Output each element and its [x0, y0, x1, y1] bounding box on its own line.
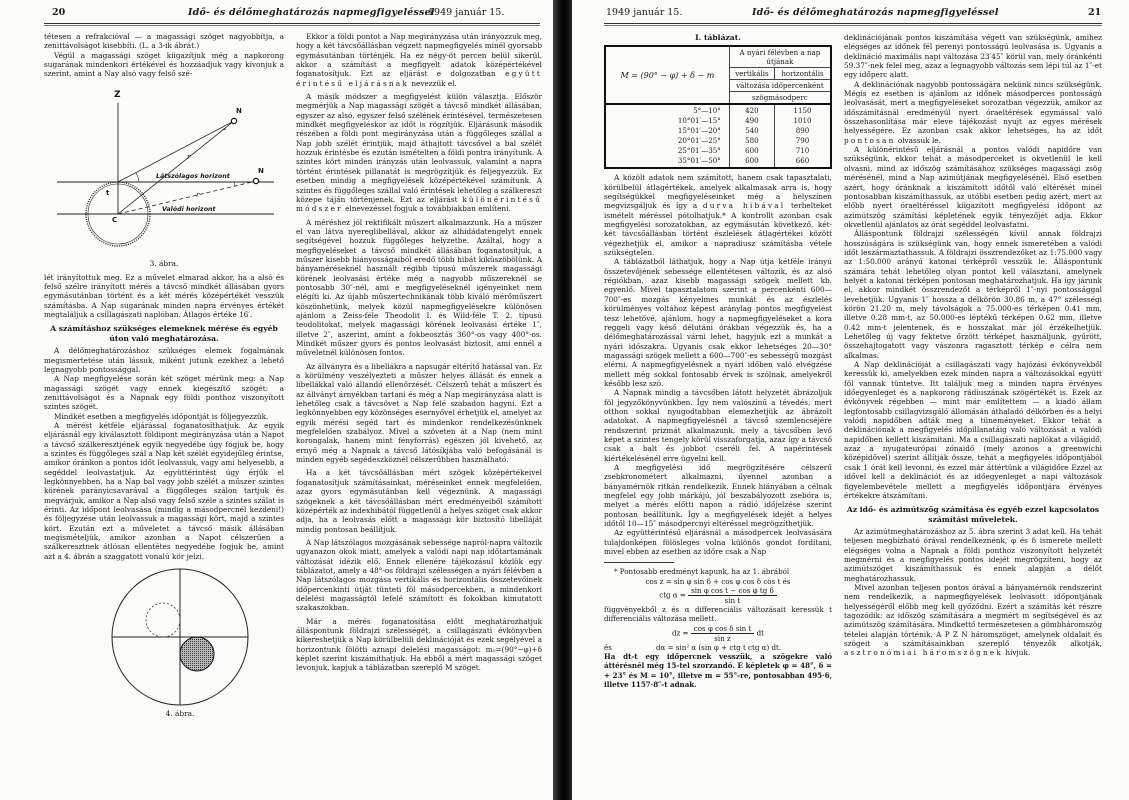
figure-4: [44, 565, 284, 725]
label-sun-2: N: [258, 166, 264, 175]
label-sun-1: N: [236, 106, 242, 115]
paragraph: Mivel azonban teljesen pontos órával a bányamérnök rendszerint nem rendelkezik, a napmegfigyelések leolvasott időpontjának helyességéről előbb meg kell győződni. Ezért a számítás két részre tagozódik: az időszög számítására a megmért m segítségével és az azimútszög számítására. Mindkettő természetesen a gömbháromszög tételei alapján történik. A P Z N háromszöget, amelynek oldalait és szögeit a számításainkban szereplő tényezők alkotják, asztronómiai háromszögnek hívjuk.: [844, 583, 1102, 658]
paragraph: Az azimútmeghatározáshoz az 5. ábra szerint 3 adat kell. Ha tehát teljesen megbízható órával rendelkeznénk, φ és δ ismerete mellett elégséges volna a Napnak a földi ponthoz viszonyított helyzetét megmérni és a megfigyelés pontos idejét megrögzíteni, hogy az azimútszöget kiszámíthassuk és ennek alapján a délőt meghatározhassuk.: [844, 527, 1102, 583]
running-title: Idő- és délőmeghatározás napmegfigyeléssel: [752, 7, 999, 18]
paragraph: Álláspontunk földrajzi szélességén kívül annak földrajzi hosszúságára is szükségünk van, hogy ennek ismeretében a valódi időt leszármaztathassuk. A földrajzi összrendezőket az 1:75.000 vagy az 1:50.000 arányú katonai térképről vesszük le. Álláspontunk számára tehát lehetőleg olyan pontot kell választani, amelynek helyét a katonai térképen pontosan meghatározhatjuk. Ha így járunk el, akkor mindkét összrendezőt a térképről 1″-nyi pontossággal levehetjük. Ugyanis 1″ hossza a délkörön 30.86 m, a 47° szélességi körön 21.20 m, mely távolságok a 75.000-es térképen 0.41 mm, illetve 0.28 mm-t, az 50.000-es léptékű térképen 0.62 mm, illetve 0.42 mm-t jelentenek, és e hosszakat már jól érzékelhetjük. Lehetőleg új vagy fektetve őrzött térképet használjunk, gyűrött, összehajtogatott vagy vászonra ragasztott térkép e célra nem alkalmas.: [844, 229, 1102, 360]
footnote-intro: * Pontosabb eredményt kapunk, ha az 1. ábrából: [614, 567, 790, 577]
paragraph: A Nap deklinációját a csillagászati vagy hajózási évkönyvekből keressük ki, amelyekben ezek minden napra a változásokkal együtt föl vannak tüntetve. Itt találjuk meg a minden napra érvényes időegyenleget és a napkorong rádiuszának szögértékét is. Ezek az évkönyvek régebben — mint már említettem — a kiadó állam legfontosabb csillagvizsgáló állomásán áthaladó délkörben és a helyi valódi napidőben adták meg a tüneményeket. Ekkor tehát a deklinációnak a megfigyelés időpillanatáig való változását a valódi napidőben kellett kiszámítani. Ma a csillagászati naplókat a világidő, azaz a nyugateurópai zónaidő (mely azonos a greenwichi középidővel) szerint állítják össze, tehát a megfigyelés időpontjából csak 1 órát kell levonni, és ezzel már áttértünk a világidőre Ezzel az idővel kell a deklinációt és az időegyenleget a napi változások figyelembevétele mellett a megfigyelés időpontjára érvényes értékekre átszámítani.: [844, 360, 1102, 500]
header-rule: [604, 23, 1102, 24]
equation-dz: dz = $\frac{\text{cos φ cos δ sin t}}{\text{sin z}}$ dt: [671, 623, 765, 643]
table-cell: 1010: [793, 116, 812, 126]
label-r-2: r: [196, 190, 200, 199]
table-col-horizontal: horizontális: [775, 68, 831, 80]
table-cell: 540: [745, 126, 759, 136]
paragraph: Az állványra és a libellákra a napsugár eltérítő hatással van. Ez a körülmény veszélyezteti a műszer helyes állását és ennek a libellákkal való állandó ellenőrzését. Célszerű tehát a műszert és az állványt árnyékban tartani és még a Nap megirányzása alatt is lehetőleg csak a távcsövet a Nap felé szabadon hagyni. Ezt a legkönnyebben egy közönséges esernyővel érhetjük el, amelyet az egyik mérési segéd tart és mindenkor rendelkezésünknek megfelelően szabályoz. Mivel a szöveten át a Nap (nem mint korongalak, hanem mint fényforrás) egészen jól kivehető, az ernyő még a Napnak a távcső látósíkjába való befogásánál is minden egyéb segédeszköznél célszerűbben használható.: [296, 361, 542, 465]
page-number: 20: [52, 7, 66, 18]
spaced-term: durva hibával: [702, 201, 786, 211]
paragraph: A megfigyelési idő megrögzítésére célszerű zsebkronométert alkalmazni, ilyennel azonban a bányamérnök ritkán rendelkezik. Ennek hiányában a célnak megfelel egy jobb márkájú, jól beszabályozott zsebóra is, melyet a mérés előtti napon a rádió időjelzése szerint pontosan beállítunk. Így a megfigyelések idejét a helyes időtől 10—15″ másodpercnyi eltéréssel megrögzíthetjük.: [604, 463, 832, 529]
paragraph: Már a mérés foganatosítása előtt meghatározhatjuk álláspontunk földrajzi szélességét, a csillagászati évkönyvben kikereshetjük a Nap körülbelüli deklinációját és ezek segélyével a horizontunk fölötti aznapi delelési magasságot: m₀=(90°−φ)+δ képlet szerint kiszámíthatjuk. Ha ebből a mért magassági szöget levonjuk, kapjuk a táblázatban szereplő M szöget.: [296, 616, 542, 673]
table-cell: 710: [795, 146, 810, 156]
table-title: I. táblázat.: [695, 33, 741, 42]
page-number: 21: [1088, 7, 1102, 18]
paragraph: A másik módszer a megfigyelést külön választja. Először megmérjük a Nap magassági szögét a távcső mindkét állásában, egyszer az alsó, egyszer felső szélének érintésével, természetesen mindkét megfigyeléskor az időt is rögzítjük. Eljárásunk második részében a földi pont megirányzása után a függőleges szállal a Nap jobb szélét érintjük, majd áthajtott távcsővel a bal szélét hozzuk érintésbe és ezután ismételten a földi pontra irányítunk. A szintes kört minden irányzás után leolvassuk, valamint a napra történt érintések pillanatát is megrögzítjük és feljegyezzük. Ez esetben mindig a megfigyelések középértékével számítunk. A szintes és függőleges szállal való érintések lehetőleg a szálkereszt közepe táján történjenek. Ezt az eljárást különérintésű módszer elnevezéssel fogjuk a továbbiakban említeni.: [296, 92, 542, 214]
left-page-column-1: [44, 32, 284, 792]
paragraph: A deklinációnak nagyobb pontosságára nekünk nincs szükségünk. Mégis ez esetben is ajánlom az időnek másodperces pontosságú leolvasását, mert a megfigyeléseket sorozatban végezzük, amikor az időszámításnál eredményül nyert óraeltérések egymással való összehasonlítása már eleve tájékozást nyujt az egyes mérések helyességére. Ez azonban csak akkor lehetséges, ha az időt pontosan olvassuk le.: [844, 79, 1102, 145]
table-cell: 35°01′—50°: [677, 156, 721, 166]
label-r-1: r: [187, 152, 191, 161]
section-heading: Az idő- és azimútszög számítása és egyéb ezzel kapcsolatos számítási műveletek.: [846, 505, 1100, 524]
paragraph: Ekkor a földi pontot a Nap megirányzása után irányozzuk meg, hogy a két távcsőállásban végzett napmegfigyelés minél gyorsabb egymásutánban történjék. Ha ez négy-öt percen belül sikerül, akkor a számítást a megfigyelt adatok középértékével foganatosítjuk. Ezt az eljárást e dolgozatban együtt érintésű eljárásnak nevezzük el.: [296, 32, 542, 88]
table-body: [605, 104, 831, 168]
paragraph: deklinációjának pontos kiszámítása végett van szükségünk, amihez elégséges az időnek fél perenyi pontosságú leolvasása is. Ugyanis a deklináció maximális napi változása 23′45″ körül van, mely óránkénti 59.37″-nek felel meg, azaz a legnagyobb változás sem lépi túl az 1″-et egy időperc alatt.: [844, 33, 1102, 80]
table-cell: 10°01′—15°: [677, 116, 721, 126]
figure-4-diagram: [44, 565, 284, 715]
paragraph: Az együttérintésű eljárásnál a másodpercek leolvasására tulajdonképen fölösleges volna különös gondot fordítani, mivel ebben az esetben az időre csak a Nap: [604, 528, 832, 557]
footnote-conclusion: Ha dt-t egy időpercnek vesszük, a szögekre való áttérésnél még 15-tel szorzandó. E képletek φ = 48°, δ = + 23° és M = 10°, illetve m = 55°-re, pontosabban 495·6, illetve 1157·8″-t adnak.: [604, 652, 832, 689]
paragraph: Mindkét esetben a megfigyelés időpontját is följegyezzük.: [54, 411, 269, 421]
paragraph: A Nap megfigyelése során két szöget mérünk meg: a Nap magassági szögét vagy ennek kiegészítő szögét: a zenittávolságot és a Napnak egy földi ponthoz viszonyított szintes szögét.: [44, 374, 284, 412]
label-center: C: [112, 215, 118, 224]
table-cell: 890: [795, 126, 810, 136]
figure-3: [44, 83, 284, 273]
table-unit: szögmásodperc: [729, 92, 831, 105]
header-rule: [44, 23, 540, 24]
table-sub-header: változása időpercenként: [729, 80, 831, 92]
left-page: [0, 0, 556, 800]
footnote-text: függvényekből z és α differenciális változásait keressük t differenciális változása mellett.: [604, 605, 832, 624]
figure-3-caption: 3. ábra.: [149, 258, 179, 268]
table-cell: 20°01′—25°: [677, 136, 721, 146]
paragraph: A méréshez jól rektifikált műszert alkalmazzunk. Ha a műszer el van látva nyereglibellával, akkor az alhidádatengelyt ennek segítségével hozzuk függőleges helyzetbe. Azáltal, hogy a megfigyeléseket a távcső mindkét állásában foganatosítjuk, a műszer kisebb hiányosságaiból eredő több hibát kiküszöbölünk. A bányaméréseknél használt régibb típusú műszerek magassági körének leolvasási értéke még a nagyobb műszereknél se pontosabb 30″-nél, ami e megfigyeléseknél igényeinket nem elégíti ki. Az újabb műszertechnikának több kiváló mérőműszert köszönhetünk, melyek közül napmegfigyelésekre különösen ajánlom a Zeiss-féle Theodolit I. és Wild-féle T. 2. típusú teodolitokat, melyek magassági körének leolvasási értéke 1″, illetve 2″, aszerint, amint a fokbeosztás 360°-os vagy 400°-os. Mindkét műszer gyors és pontos leolvasást biztosít, ami ennél a műveletnél különösen fontos.: [296, 217, 542, 358]
header-rule-thin: [44, 25, 540, 26]
table-cell: 660: [795, 156, 810, 166]
spaced-term: különérintésű módszer: [296, 194, 542, 214]
spaced-term: asztronómiai háromszögnek: [844, 648, 1004, 658]
label-apparent-horizon: Látszólagos horizont: [156, 172, 230, 180]
table-horizontal-values: [775, 104, 831, 168]
table-vertical-values: [729, 104, 774, 168]
table-cell: 600: [745, 156, 759, 166]
paragraph: A Napnak mindig a távcsőben látott helyzetét ábrázoljuk föl jegyzőkönyvünkben. Így nem valószínű a tévedés, mert otthon sokkal nyugodtabban elemezhetjük az ábrázolt adatokat. A napmegfigyelésnél a távcső szemlencséjére rendszerint prizmát alkalmazunk, mely a távcsőben levő képet a szintes tengely körül visszaforgatja, azaz így a távcső csak a balt és jobbot cseréli fel. A napérintések kiértékelésénél erre ügyelni kell.: [604, 388, 832, 463]
label-zenith: Z: [114, 89, 121, 100]
table-formula: M = (90° − φ) + δ − m: [605, 46, 729, 104]
paragraph: Végül a magassági szöget kiigazítjuk még a napkorong sugarának mindenkori értékével és hozzáadjuk vagy kivonjuk a szerint, amint a Nay alsó vagy felső szé-: [44, 50, 284, 79]
paragraph: A Nap látszólagos mozgásának sebessége napról-napra változik ugyanazon okok miatt, amelyek a valódi napi nap időtartamának változását idézik elő. Ennek ellenére tájékozásul közlök egy táblázatot, amely a 48°-os földrajzi szélességen a nyári félévben a Nap látszólagos mozgása vertikális és horizontális összetevőinek időpercenkinti útját tünteti föl másodpercekben, a mindenkori delelési magasságtól lefelé számított és fokokban kimutatott szakaszokban.: [296, 537, 542, 613]
right-page-column-1: [604, 33, 832, 795]
table-cell: 600: [745, 146, 759, 156]
paragraph: A mérést kétféle eljárással foganatosíthatjuk. Az egyik eljárásnál egy kiválasztott földipont megirányzása után a Napot a távcső szálkeresztjének egyik negyedébe úgy fogjuk be, hogy a szintes és függőleges szál a Nap két szélét egyidejűleg érintse, amikor óránkon a pontos időt leolvassuk, vagy ami helyesebb, a segéddel leolvastatjuk. Az együttérintést úgy érjük el legkönnyebben, ha a Nap bal vagy jobb szélét a műszer szintes körének parányicsavarával a függőleges szálon tartjuk és megvárjuk, amikor a Nap alsó vagy felső széle a szintes szálat is érinti. Az időpont leolvasása (mindig a másodpercnél kezdeni!) és följegyzése után leolvassuk a magassági kört, majd a szintes kört. Ezután ezt a műveletet a távcső másik állásában megismételjük, amikor azonban a Napot célszerűen a szálkeresztnek átlósan ellentétes negyedébe fogjuk be, amint azt a 4. ábrán a szaggatott vonalú kör jelzi.: [44, 421, 284, 561]
table-cell: 580: [745, 136, 759, 146]
right-page-column-2: [844, 33, 1102, 795]
table-cell: 25°01′—35°: [677, 146, 721, 156]
table-cell: 420: [745, 106, 759, 116]
issue-date: 1949 január 15.: [428, 7, 505, 18]
table-cell: 490: [745, 116, 759, 126]
equation-cos-z: cos z = sin φ sin δ + cos φ cos δ cos t és: [645, 576, 791, 586]
running-header: [572, 6, 1129, 20]
spaced-term: együtt érintésű eljárásnak: [296, 69, 542, 88]
table-ranges: [605, 104, 729, 168]
header-rule-thin: [604, 25, 1102, 26]
paragraph: A táblázatból láthatjuk, hogy a Nap útja kétféle irányú összetevőjének sebessége ellentétesen változik, és az alsó régiókban, azaz kisebb magassági szögek mellett kb. egyenlő. Mivel tapasztalatom szerint a percenkénti 600—700″-es mozgás kényelmes munkát és az észlelés körülményes voltához képest aránylag pontos megfigyelést tesz lehetővé, ajánlom, hogy a napmegfigyeléseket a kora reggeli vagy késő délutáni órákban végezzük és, ha a délőmeghatározással várni lehet, hagyjuk ezt a munkát a nyári időszakra. Ugyanis csak ekkor lehetséges 20—30° magassági szögek mellett a 600—700″-es sebességű mozgást elérni. A napmegfigyelésnek a nyári időben való elvégzése mellett még sokkal fontosabb érvek is szólnak, amelyekről később lesz szó.: [604, 257, 832, 388]
paragraph: tétesen a refrakcióval — a magassági szöget nagyobbítja, a zenittávolságot kisebbíti. (L. a 3-ik ábrát.): [44, 32, 284, 51]
footnote: [604, 567, 832, 689]
equation-ctg-alpha: ctg α = $\frac{\text{sin φ cos t − cos φ tg δ}}{\text{sin t}}$: [604, 586, 832, 605]
running-header: [0, 6, 556, 20]
left-page-column-2: [296, 32, 542, 792]
table-sun-motion: [604, 45, 832, 169]
table-cell: 5°—10°: [693, 106, 721, 116]
equation-dalpha: és dα = sin² α (sin φ + ctg t ctg α) dt.: [604, 643, 782, 653]
section-heading: A számításhoz szükséges elemeknek mérése és egyéb úton való meghatározása.: [50, 324, 278, 343]
table-group-header: A nyári félévben a nap útjának: [729, 46, 831, 68]
figure-4-caption: 4. ábra.: [165, 709, 195, 719]
table-col-vertical: vertikális: [729, 68, 774, 80]
paragraph: A közölt adatok nem számított, hanem csak tapasztalati, körülbelül átlagértékek, amelyek alkalmasak arra is, hogy segítségükkel megfigyeléseinket még a helyszínen megvizsgáljuk és így a durva hibával terhelteket ismételt méréssel pótolhatjuk.* A kontrollt azonban csak megfigyelési sorozatokban, az egymásután következő, két-két távcsőállásban történt észlelések átlagértékei között végezhetjük el, amikor a napradiusz számításba vétele szükségtelen.: [604, 173, 832, 258]
spaced-term: pontosan: [844, 135, 896, 145]
label-t: t: [106, 188, 110, 197]
right-page: [572, 0, 1129, 800]
footnote-rule: [604, 562, 674, 563]
running-title: Idő- és délőmeghatározás napmegfigyeléssel: [188, 7, 435, 18]
paragraph: lét irányítottuk meg. Ez a művelet elmarad akkor, ha a alsó és felső szélre irányított mérés a távcső mindkét állásában gyors egymásutánban történt és a két mérés középértékét vesszük számításba. A Nap sugarának minden napra érvényes értékét megtaláljuk a csillagászati naplóban. Átlagos értéke 16′.: [44, 272, 284, 320]
paragraph: Ha a két távcsőállásban mért szögek középértékeivel foganatosítjuk számításainkat, méréseinket ennek megfelelően, azaz gyors egymásutánban kell végeznünk. A magassági szögeknek a két távcsőállásban mért eredményeiből számított középérték az indexhibától függetlenül a helyes szöget csak akkor adja, ha a leolvasás előtt a magassági kör biztosító libelláját mindig pontosan beállítjuk.: [296, 468, 542, 534]
table-cell: 790: [795, 136, 810, 146]
table-cell: 15°01′—20°: [677, 126, 721, 136]
paragraph: A délőmeghatározáshoz szükséges elemek fogalmának megismertetése után lássuk, miként jutunk ezekhez a lehető legnagyobb pontossággal.: [44, 346, 284, 374]
issue-date: 1949 január 15.: [606, 7, 683, 18]
label-true-horizon: Valódi horizont: [162, 205, 216, 213]
paragraph: A különérintésű eljárásnál a pontos valódi napidőre van szükségünk, ekkor tehát a másodperceket is okvetlenül le kell olvasni, mind az időszög számításához szükséges magassági zsög mérésénél, mind a Nap azimútjának megfigyelésénél. Első esetben azért, hogy óránknak a kiszámított időtől való eltérését minél pontosabban kiszámíthassuk, az utóbbi esetben pedig azért, mert az előbb nyert óraeltéréssel kiigazított megfigyelési időpont az azimútszög számítási képletének egyik tényezőjét adja. Ekkor okvetlenül ajánlatos az órát segéddel leolvastatni.: [844, 145, 1102, 229]
table-cell: 1150: [793, 106, 812, 116]
